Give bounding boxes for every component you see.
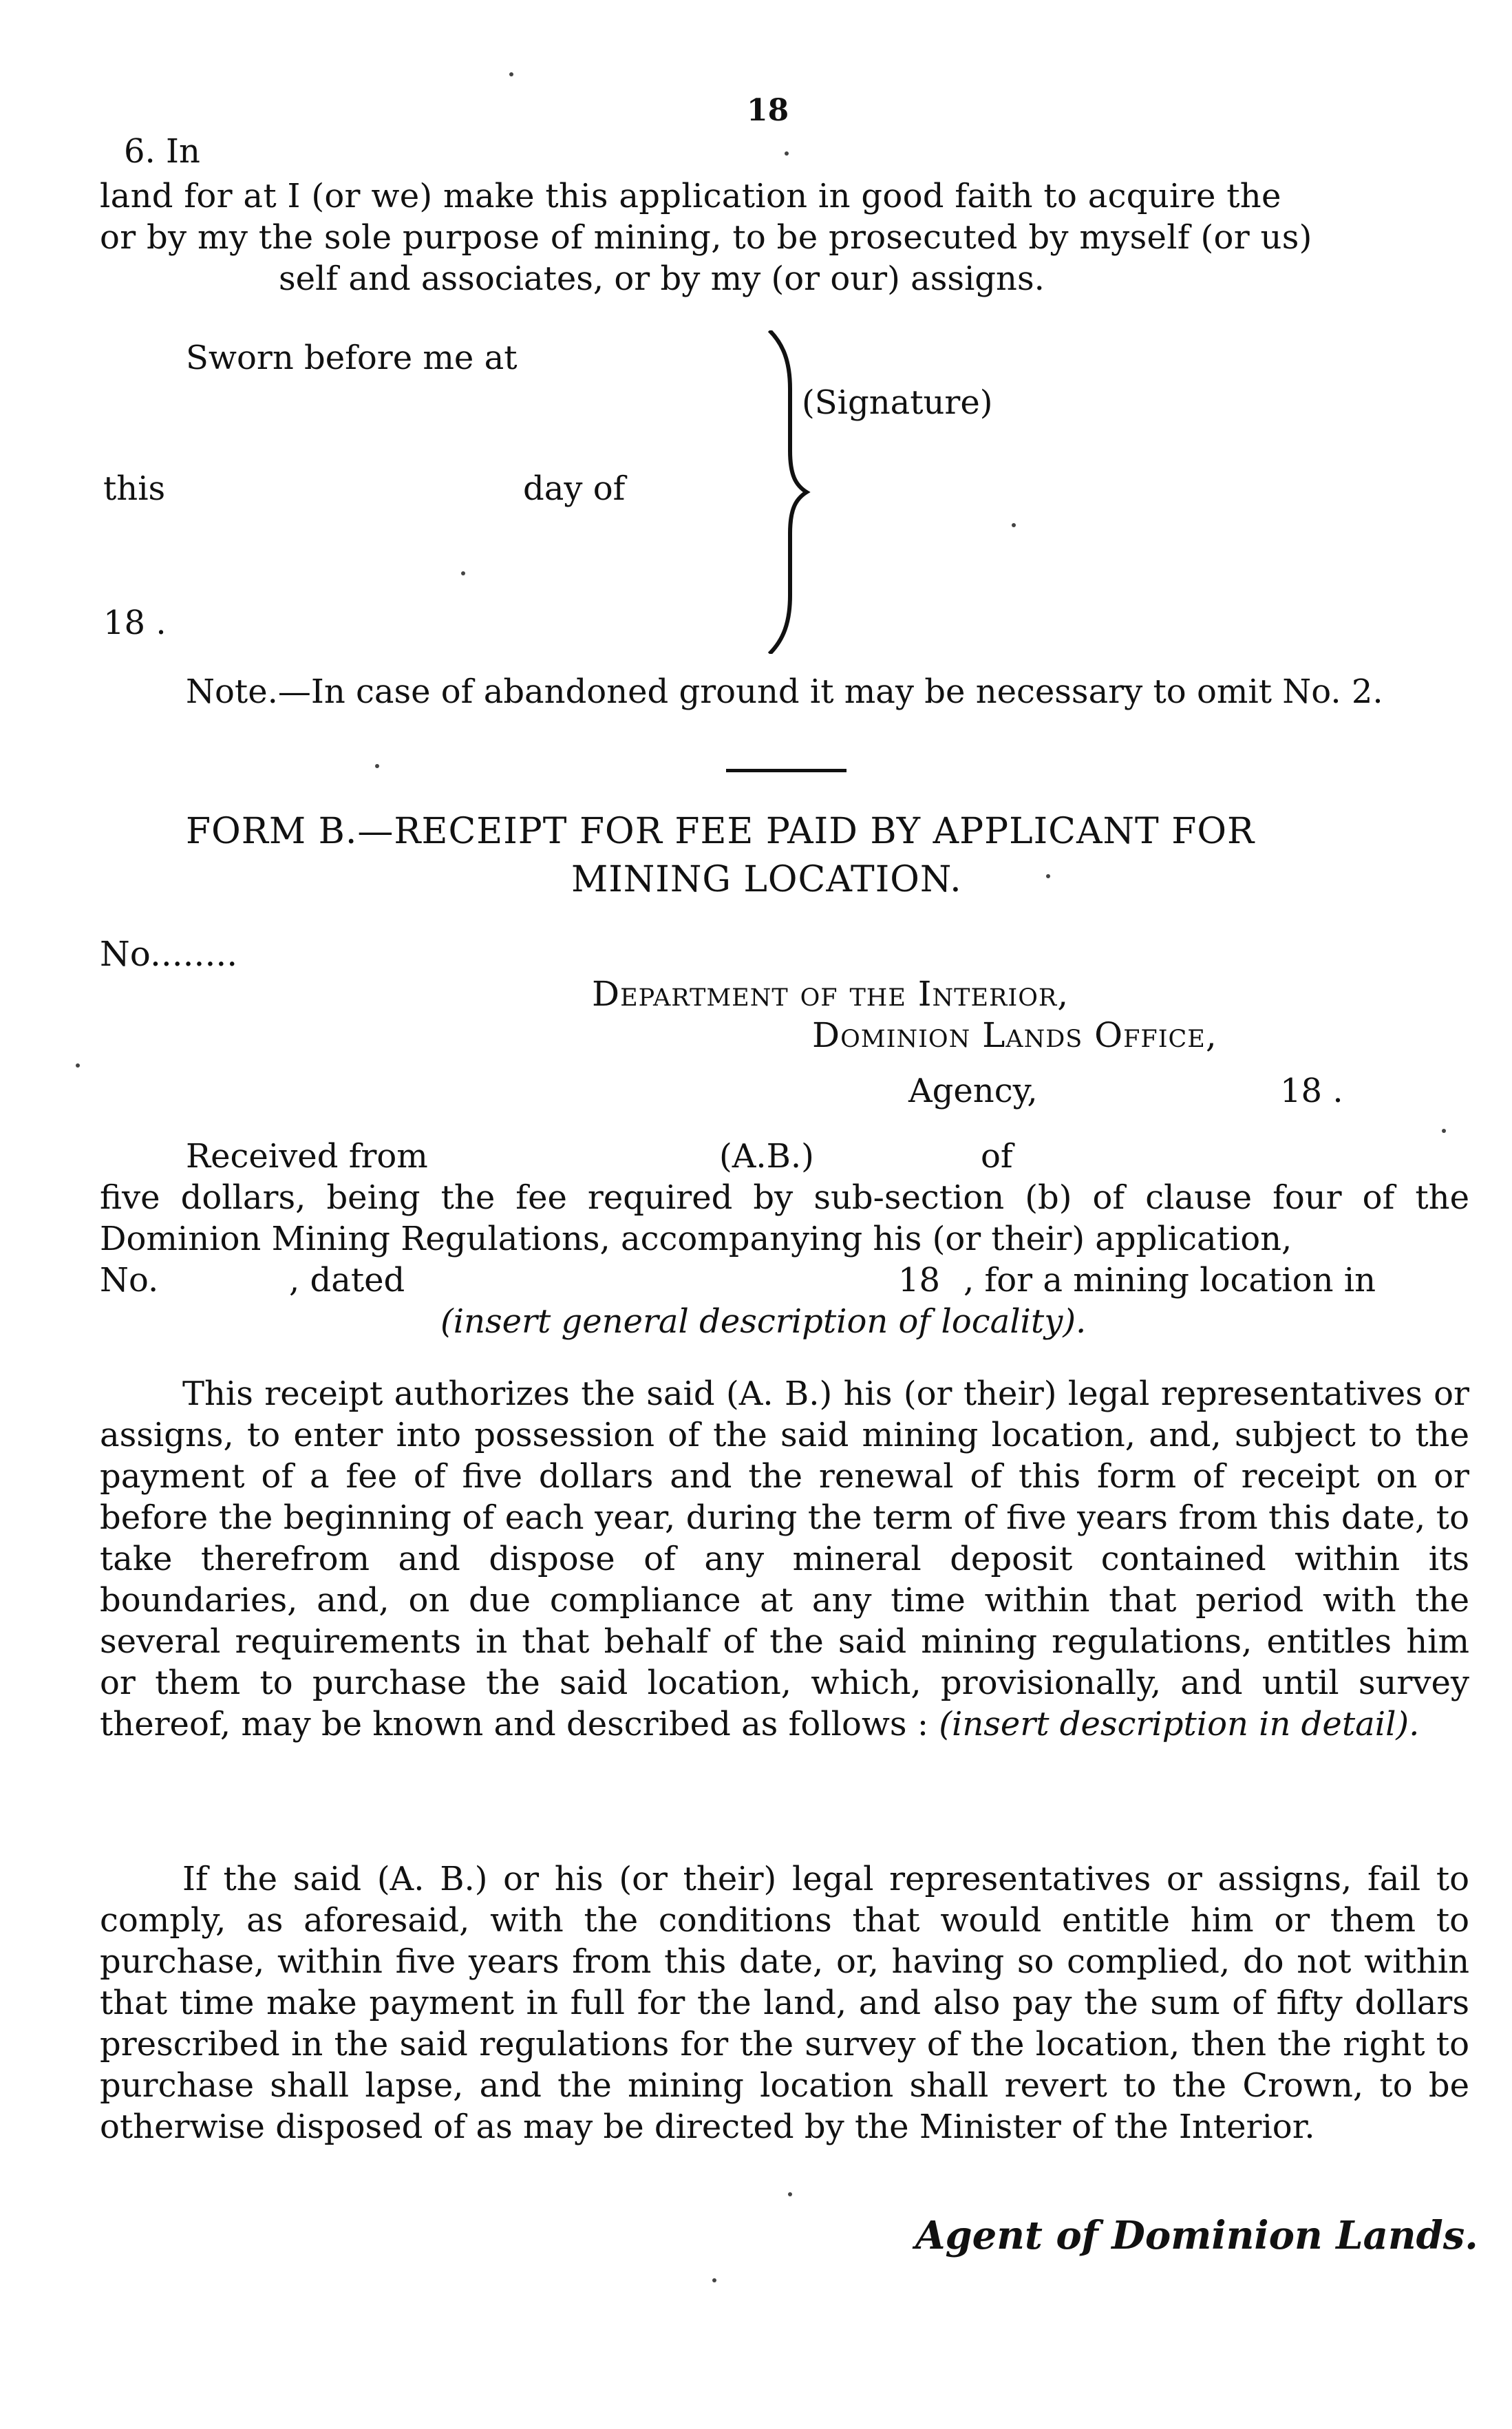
received-of: of bbox=[981, 1137, 1013, 1176]
dated-year: 18 bbox=[898, 1261, 941, 1300]
for-location-text: , for a mining location in bbox=[963, 1261, 1376, 1300]
oath-line-2: or by my the sole purpose of mining, to be prosecuted by myself (or us) bbox=[100, 218, 1312, 257]
agency-year: 18 . bbox=[1280, 1072, 1343, 1110]
section-fragment: 6. In bbox=[124, 132, 200, 171]
lapse-paragraph: If the said (A. B.) or his (or their) legal representatives or assigns, fail to comply, as aforesaid, with the conditions that would entitle him or them to purchase, within five years from this date, or, having so complied, do not within that time make payment in full for the land, and also pay the sum of fifty dollars prescribed in the said regulations for the survey of the location, then the right to purchase shall lapse, and the mining location shall revert to the Crown, to be otherwise disposed of as may be directed by the Minister of the Interior. bbox=[100, 1860, 1469, 2146]
abandoned-ground-note: Note.—In case of abandoned ground it may be necessary to omit No. 2. bbox=[186, 672, 1383, 711]
jurat-this: this bbox=[103, 469, 166, 508]
form-title-line-1: FORM B.—RECEIPT FOR FEE PAID BY APPLICANT FOR bbox=[186, 811, 1255, 852]
form-title-line-2: MINING LOCATION. bbox=[571, 859, 962, 900]
print-speck bbox=[1012, 523, 1016, 527]
print-speck bbox=[712, 2278, 716, 2282]
authorization-paragraph bbox=[100, 1373, 1469, 1745]
received-from-label: Received from bbox=[186, 1137, 428, 1176]
authorization-text: This receipt authorizes the said (A. B.) his (or their) legal representatives or assigns, to enter into possession of the said mining location, and, subject to the payment of a fee of five dollars and the renewal of this form of receipt on or before the beginning of each year, during the term of five years from this date, to take therefrom and dispose of any mineral deposit contained within its boundaries, and, on due compliance at any time within that period with the several requirements in that behalf of the said mining regulations, entitles him or them to purchase the said location, which, provisionally, and until survey thereof, may be known and described as follows : bbox=[100, 1375, 1469, 1743]
agent-signature: Agent of Dominion Lands. bbox=[915, 2213, 1478, 2258]
jurat-year: 18 . bbox=[103, 604, 167, 642]
agency-label: Agency, bbox=[908, 1072, 1038, 1110]
locality-instruction: (insert general description of locality). bbox=[440, 1302, 1087, 1341]
application-no-label: No. bbox=[100, 1261, 159, 1300]
jurat-signature: (Signature) bbox=[802, 383, 993, 422]
page-number: 18 bbox=[747, 93, 789, 128]
dated-label: , dated bbox=[289, 1261, 405, 1300]
print-speck bbox=[461, 571, 465, 575]
jurat-day-of: day of bbox=[523, 469, 626, 508]
authorization-italic: (insert description in detail). bbox=[939, 1705, 1420, 1743]
oath-line-3: self and associates, or by my (or our) assigns. bbox=[279, 259, 1045, 298]
print-speck bbox=[1442, 1129, 1446, 1133]
received-text: five dollars, being the fee required by sub-section (b) of clause four of the Dominion Mining Regulations, accompanying his (or their) application, bbox=[100, 1178, 1469, 1258]
receipt-number: No........ bbox=[100, 934, 238, 974]
signature-brace bbox=[764, 330, 812, 654]
print-speck bbox=[76, 1063, 80, 1068]
received-ab: (A.B.) bbox=[719, 1137, 814, 1176]
print-speck bbox=[788, 2192, 792, 2196]
oath-line-1: land for at I (or we) make this application in good faith to acquire the bbox=[100, 177, 1281, 215]
print-speck bbox=[785, 151, 789, 156]
print-speck bbox=[509, 72, 513, 76]
print-speck bbox=[1046, 874, 1050, 878]
department-heading: Department of the Interior, bbox=[592, 974, 1069, 1014]
office-heading: Dominion Lands Office, bbox=[812, 1015, 1217, 1055]
print-speck bbox=[375, 764, 379, 768]
jurat-sworn: Sworn before me at bbox=[186, 339, 518, 377]
section-divider bbox=[726, 769, 846, 772]
